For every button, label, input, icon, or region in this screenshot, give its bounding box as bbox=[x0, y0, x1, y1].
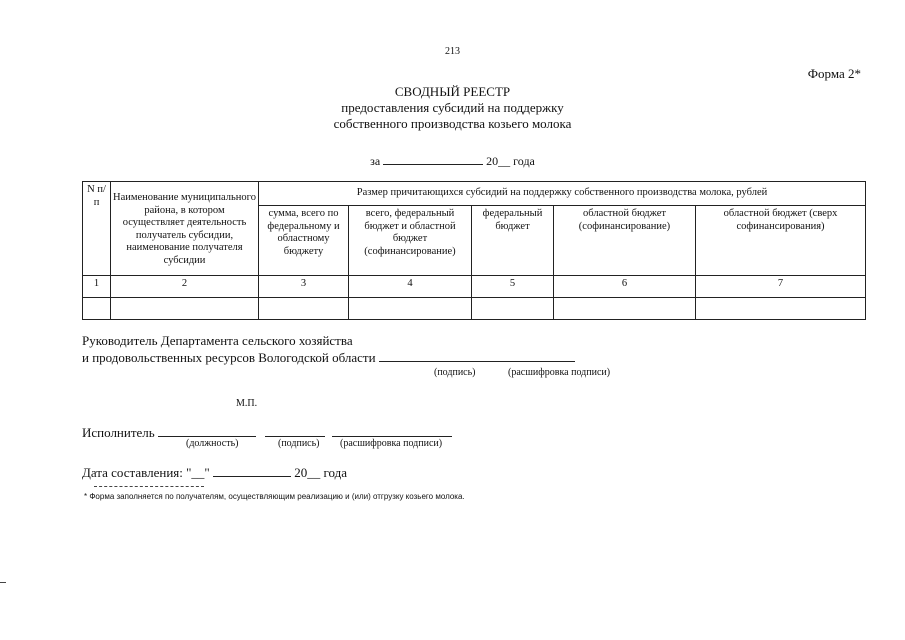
empty-cell bbox=[111, 298, 259, 320]
title-line-2: предоставления субсидий на поддержку bbox=[341, 100, 564, 115]
page-number: 213 bbox=[445, 46, 460, 57]
executor-decoding-blank bbox=[332, 424, 452, 437]
index-cell: 1 bbox=[83, 276, 111, 298]
registry-table bbox=[82, 181, 866, 320]
caption-decoding-2: (расшифровка подписи) bbox=[340, 438, 443, 449]
executor-position-blank bbox=[158, 424, 256, 437]
subheader-regional-over: областной бюджет (сверх софинансирования) bbox=[696, 206, 866, 276]
head-line-2-text: и продовольственных ресурсов Вологодской области bbox=[82, 350, 376, 365]
head-line-1: Руководитель Департамента сельского хозяйства bbox=[82, 333, 353, 348]
margin-tick bbox=[0, 582, 6, 583]
executor-signature-blank bbox=[265, 424, 325, 437]
period-line bbox=[0, 152, 905, 169]
header-num: N п/п bbox=[83, 182, 111, 276]
head-signature-blank bbox=[379, 349, 575, 362]
document-title bbox=[0, 84, 905, 132]
period-prefix: за bbox=[370, 154, 381, 168]
subheader-regional-cofinancing: областной бюджет (софинансирование) bbox=[554, 206, 696, 276]
title-line-1: СВОДНЫЙ РЕЕСТР bbox=[394, 84, 511, 99]
index-cell: 3 bbox=[259, 276, 349, 298]
caption-signature: (подпись) bbox=[434, 367, 476, 378]
caption-signature-2: (подпись) bbox=[278, 438, 320, 449]
caption-decoding: (расшифровка подписи) bbox=[508, 367, 611, 378]
subheader-fed-and-regional: всего, федеральный бюджет и областной бюджет (софинансирование) bbox=[349, 206, 472, 276]
header-name: Наименование муниципального района, в котором осуществляет деятельность получатель субсидии, наименование получателя субсидии bbox=[111, 182, 259, 276]
form-label: Форма 2* bbox=[807, 66, 861, 81]
caption-position: (должность) bbox=[186, 438, 239, 449]
executor-label: Исполнитель bbox=[82, 425, 155, 440]
index-cell: 7 bbox=[696, 276, 866, 298]
empty-cell bbox=[349, 298, 472, 320]
stamp-label: М.П. bbox=[236, 398, 258, 409]
subheader-federal: федеральный бюджет bbox=[472, 206, 554, 276]
date-year: 20__ года bbox=[294, 465, 348, 480]
empty-row bbox=[83, 298, 866, 320]
header-group: Размер причитающихся субсидий на поддержку собственного производства молока, рублей bbox=[259, 182, 866, 206]
subheader-total: сумма, всего по федеральному и областному бюджету bbox=[259, 206, 349, 276]
title-line-3: собственного производства козьего молока bbox=[333, 116, 572, 131]
index-cell: 2 bbox=[111, 276, 259, 298]
index-cell: 5 bbox=[472, 276, 554, 298]
empty-cell bbox=[554, 298, 696, 320]
empty-cell bbox=[696, 298, 866, 320]
footnote: * Форма заполняется по получателям, осуществляющим реализацию и (или) отгрузку козьего молока. bbox=[84, 492, 465, 501]
index-cell: 6 bbox=[554, 276, 696, 298]
empty-cell bbox=[472, 298, 554, 320]
empty-cell bbox=[259, 298, 349, 320]
index-cell: 4 bbox=[349, 276, 472, 298]
empty-cell bbox=[83, 298, 111, 320]
period-blank bbox=[383, 152, 483, 165]
footnote-divider bbox=[94, 486, 204, 487]
date-label: Дата составления: "__" bbox=[82, 465, 210, 480]
period-year: 20__ года bbox=[486, 154, 535, 168]
date-month-blank bbox=[213, 464, 291, 477]
head-line-2 bbox=[82, 349, 575, 366]
date-line bbox=[82, 464, 347, 481]
